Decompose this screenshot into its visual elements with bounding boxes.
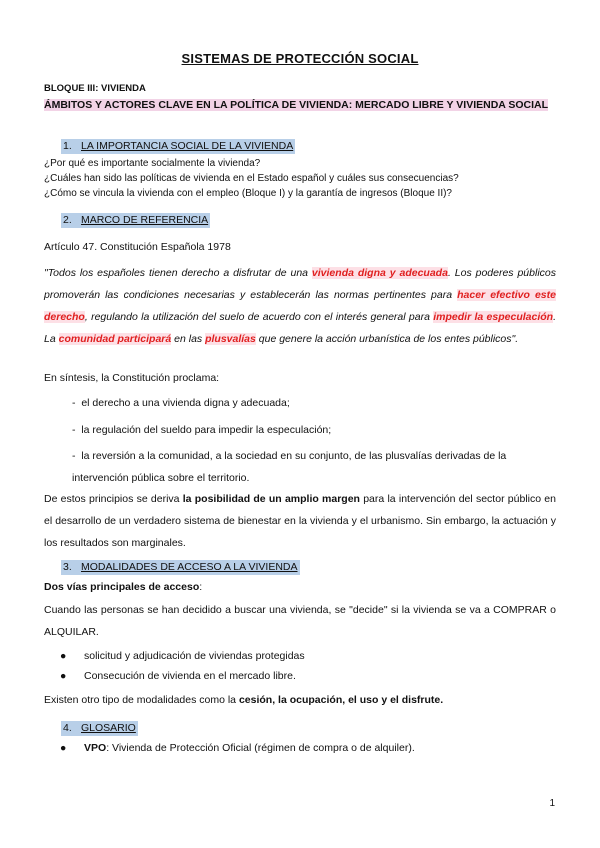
- cuando-paragraph: Cuando las personas se han decidido a buscar una vivienda, se "decide" si la vivienda se va a COMPRAR o ALQUILAR.: [44, 604, 556, 638]
- bloque-label: BLOQUE III: VIVIENDA: [44, 83, 146, 94]
- dash-item: - el derecho a una vivienda digna y adecuada;: [72, 397, 290, 409]
- glossary-item: ● VPO: Vivienda de Protección Oficial (régimen de compra o de alquiler).: [60, 742, 415, 754]
- bullet-dot: ●: [60, 650, 67, 662]
- section-1-heading: 1. LA IMPORTANCIA SOCIAL DE LA VIVIENDA: [63, 140, 294, 152]
- list-item: ● Consecución de vivienda en el mercado libre.: [60, 670, 296, 682]
- section-3-heading: 3. MODALIDADES DE ACCESO A LA VIVIENDA: [63, 561, 298, 573]
- document-subtitle: ÁMBITOS Y ACTORES CLAVE EN LA POLÍTICA DE VIVIENDA: MERCADO LIBRE Y VIVIENDA SOCIAL: [44, 99, 549, 111]
- question-3: ¿Cómo se vincula la vivienda con el empleo (Bloque I) y la garantía de ingresos (Bloque II)?: [44, 188, 452, 199]
- section-2-heading: 2. MARCO DE REFERENCIA: [63, 214, 209, 226]
- dash-marker: -: [72, 397, 82, 409]
- question-1: ¿Por qué es importante socialmente la vivienda?: [44, 158, 261, 169]
- dash-marker: -: [72, 450, 82, 462]
- bullet-dot: ●: [60, 670, 67, 682]
- page-number: 1: [549, 798, 555, 809]
- existen-paragraph: Existen otro tipo de modalidades como la cesión, la ocupación, el uso y el disfrute.: [44, 694, 444, 706]
- list-item: ● solicitud y adjudicación de viviendas protegidas: [60, 650, 305, 662]
- dash-item: - la regulación del sueldo para impedir la especulación;: [72, 424, 332, 436]
- bullet-dot: ●: [60, 742, 67, 754]
- sintesis-text: En síntesis, la Constitución proclama:: [44, 372, 220, 384]
- dos-vias-heading: Dos vías principales de acceso:: [44, 581, 203, 593]
- principios-paragraph: De estos principios se deriva la posibilidad de un amplio margen para la intervención del sector público en el desarrollo de un verdadero sistema de bienestar en la vivienda y el urbanismo. Sin embargo, la actuación y los resultados son marginales.: [44, 493, 556, 549]
- document-title: SISTEMAS DE PROTECCIÓN SOCIAL: [181, 51, 419, 66]
- article-reference: Artículo 47. Constitución Española 1978: [44, 241, 231, 253]
- question-2: ¿Cuáles han sido las políticas de vivienda en el Estado español y cuáles sus consecuencias?: [44, 173, 459, 184]
- section-4-heading: 4. GLOSARIO: [63, 722, 136, 734]
- dash-marker: -: [72, 424, 82, 436]
- constitution-quote: "Todos los españoles tienen derecho a disfrutar de una vivienda digna y adecuada. Los poderes públicos promoverán las condiciones necesarias y establecerán las normas pertinentes para hacer efectivo este derecho, regulando la utilización del suelo de acuerdo con el interés general para impedir la especulación. La comunidad participará en las plusvalías que genere la acción urbanística de los entes públicos".: [44, 267, 556, 345]
- dash-item: - la reversión a la comunidad, a la sociedad en su conjunto, de las plusvalías derivadas de la intervención pública sobre el territorio.: [72, 450, 507, 484]
